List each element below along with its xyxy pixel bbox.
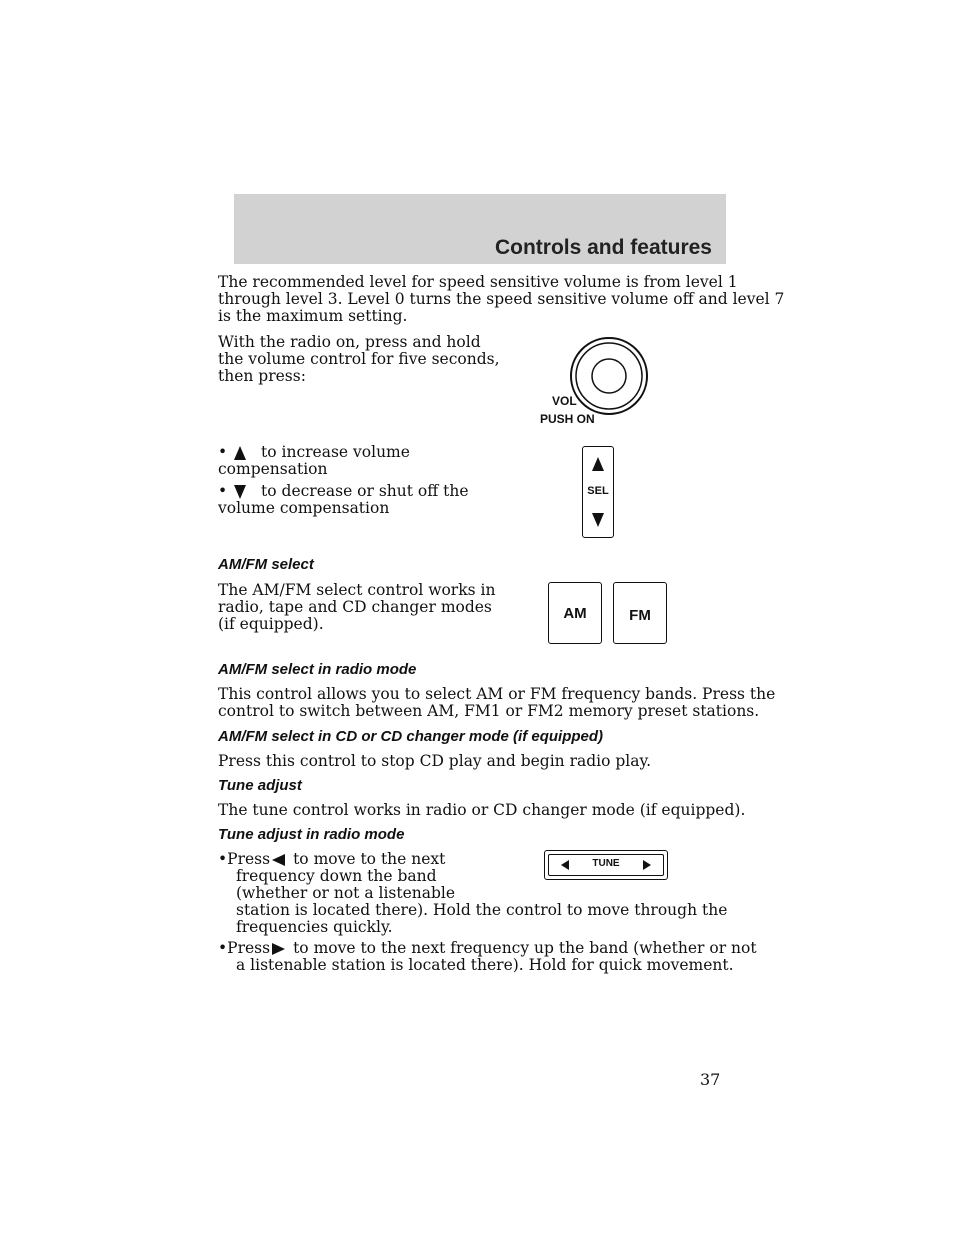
push-on-label: PUSH ON	[540, 412, 595, 426]
bullet-tune-down-line-5: frequencies quickly.	[236, 918, 393, 936]
sel-up-arrow-icon	[592, 457, 604, 471]
bullet-increase: • to increase volume	[218, 443, 410, 461]
tune-heading: Tune adjust	[218, 777, 302, 794]
bullet-decrease-line-2: volume compensation	[218, 499, 390, 517]
bullet-tune-down-line-4: station is located there). Hold the control to move through the	[236, 901, 728, 919]
amfm-cd-heading: AM/FM select in CD or CD changer mode (if equipped)	[218, 728, 604, 745]
bullet-tune-up: •Press to move to the next frequency up the band (whether or not	[218, 939, 757, 957]
section-title: Controls and features	[494, 236, 712, 259]
bullet-tune-down-text: to move to the next	[293, 850, 446, 868]
amfm-select-line-3: (if equipped).	[218, 615, 324, 633]
fm-label: FM	[629, 607, 651, 624]
press-label: Press	[227, 939, 271, 957]
vol-knob-illustration	[536, 334, 656, 434]
down-arrow-icon	[234, 485, 246, 499]
intro-line-3: is the maximum setting.	[218, 307, 408, 325]
bullet-tune-down-line-2: frequency down the band	[236, 867, 437, 885]
tune-button-illustration	[544, 850, 668, 880]
amfm-select-line-2: radio, tape and CD changer modes	[218, 598, 492, 616]
sel-down-arrow-icon	[592, 513, 604, 527]
amfm-radio-line-1: This control allows you to select AM or FM frequency bands. Press the	[218, 685, 776, 703]
bullet-increase-text: to increase volume	[261, 443, 410, 461]
vol-label: VOL	[552, 394, 577, 408]
page-number: 37	[700, 1070, 721, 1089]
sel-label: SEL	[587, 485, 609, 497]
am-button-illustration	[548, 582, 602, 644]
bullet-tune-up-line-2: a listenable station is located there). Hold for quick movement.	[236, 956, 734, 974]
am-label: AM	[563, 605, 587, 622]
tune-radio-heading: Tune adjust in radio mode	[218, 826, 405, 843]
amfm-cd-line-1: Press this control to stop CD play and begin radio play.	[218, 752, 652, 770]
intro-line-1: The recommended level for speed sensitive volume is from level 1	[218, 273, 738, 291]
bullet-tune-down-line-3: (whether or not a listenable	[236, 884, 456, 902]
intro-line-2: through level 3. Level 0 turns the speed sensitive volume off and level 7	[218, 290, 785, 308]
amfm-radio-heading: AM/FM select in radio mode	[218, 661, 417, 678]
hold-line-1: With the radio on, press and hold	[218, 333, 481, 351]
press-label: Press	[227, 850, 271, 868]
section-header	[234, 194, 726, 264]
bullet-increase-line-2: compensation	[218, 460, 328, 478]
amfm-select-line-1: The AM/FM select control works in	[218, 581, 496, 599]
sel-button-illustration	[582, 446, 614, 538]
bullet-decrease-text: to decrease or shut off the	[261, 482, 469, 500]
left-arrow-icon	[272, 854, 285, 866]
tune-line-1: The tune control works in radio or CD changer mode (if equipped).	[218, 801, 746, 819]
bullet-tune-down: •Press to move to the next	[218, 850, 446, 868]
fm-button-illustration	[613, 582, 667, 644]
bullet-tune-up-text: to move to the next frequency up the band (whether or not	[293, 939, 757, 957]
bullet-decrease: • to decrease or shut off the	[218, 482, 469, 500]
hold-line-3: then press:	[218, 367, 306, 385]
tune-label: TUNE	[592, 858, 620, 869]
hold-line-2: the volume control for five seconds,	[218, 350, 500, 368]
up-arrow-icon	[234, 446, 246, 460]
amfm-select-heading: AM/FM select	[218, 556, 314, 573]
amfm-radio-line-2: control to switch between AM, FM1 or FM2 memory preset stations.	[218, 702, 760, 720]
tune-right-arrow-icon	[643, 860, 651, 870]
right-arrow-icon	[272, 943, 285, 955]
